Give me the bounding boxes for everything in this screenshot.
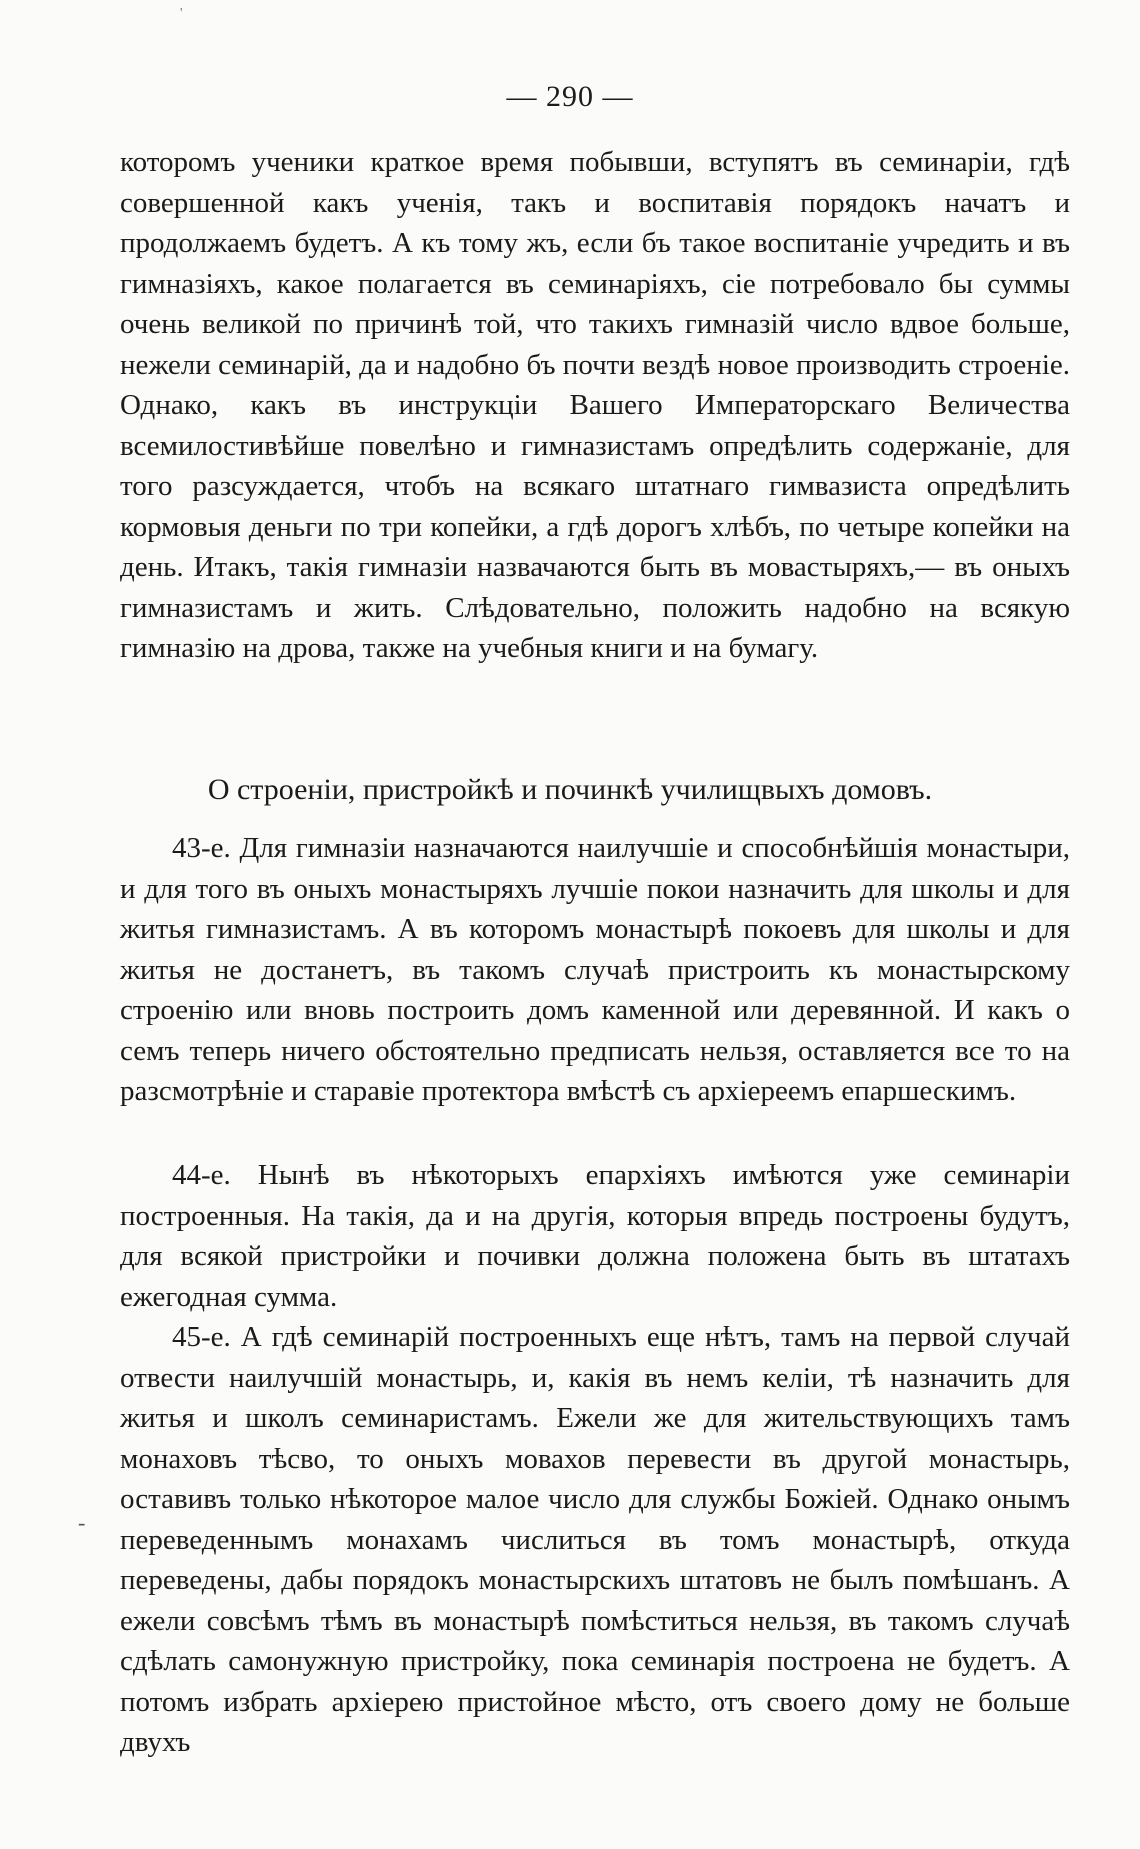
- section-heading: О строеніи, пристройкѣ и починкѣ училищвыхъ домовъ.: [207, 773, 933, 806]
- paragraph-43: [120, 828, 1070, 1112]
- margin-mark: -: [78, 1510, 86, 1535]
- paragraph-43-text: 43-е. Для гимназіи назначаются наилучшіе и способнѣйшія монастыри, и для того въ оныхъ монастыряхъ лучшіе покои назначить для школы и для житья гимназистамъ. А въ которомъ монастырѣ покоевъ для школы и для житья не достанетъ, въ такомъ случаѣ пристроить къ монастырскому строенію или вновь построить домъ каменной или деревянной. И какъ о семъ теперь ничего обстоятельно предписать нельзя, оставляется все то на разсмотрѣніе и старавіе протектора вмѣстѣ съ архіереемъ епаршескимъ.: [120, 832, 1070, 1107]
- paragraph-45: [120, 1317, 1070, 1763]
- paragraph-intro: [120, 142, 1070, 669]
- corner-mark: ': [180, 6, 183, 21]
- paragraph-intro-text: которомъ ученики краткое время побывши, вступятъ въ семинаріи, гдѣ совершенной какъ ученія, такъ и воспитавія порядокъ начатъ и продолжаемъ будетъ. А къ тому жъ, если бъ такое воспитаніе учредить и въ гимназіяхъ, какое полагается въ семинаріяхъ, сіе потребовало бы суммы очень великой по причинѣ той, что такихъ гимназій число вдвое больше, нежели семинарій, да и надобно бъ почти вездѣ новое производить строеніе. Однако, какъ въ инструкціи Вашего Императорскаго Величества всемилостивѣйше повелѣно и гимназистамъ опредѣлить содержаніе, для того разсуждается, чтобъ на всякаго штатнаго гимвазиста опредѣлить кормовыя деньги по три копейки, а гдѣ дорогъ хлѣбъ, по четыре копейки на день. Итакъ, такія гимназіи назвачаются быть въ мовастыряхъ,— въ оныхъ гимназистамъ и жить. Слѣдовательно, положить надобно на всякую гимназію на дрова, также на учебныя книги и на бумагу.: [120, 146, 1070, 664]
- page-number: — 290 —: [506, 80, 634, 113]
- paragraph-44: [120, 1155, 1070, 1317]
- paragraph-45-text: 45-е. А гдѣ семинарій построенныхъ еще нѣтъ, тамъ на первой случай отвести наилучшій монастырь, и, какія въ немъ келіи, тѣ назначить для житья и школъ семинаристамъ. Ежели же для жительствующихъ тамъ монаховъ тѣсво, то оныхъ мовахов перевести въ другой монастырь, оставивъ только нѣкоторое малое число для службы Божіей. Однако онымъ переведеннымъ монахамъ числиться въ томъ монастырѣ, откуда переведены, дабы порядокъ монастырскихъ штатовъ не былъ помѣшанъ. А ежели совсѣмъ тѣмъ въ монастырѣ помѣститься нельзя, въ такомъ случаѣ сдѣлать самонужную пристройку, пока семинарія построена не будетъ. А потомъ избрать архіерею пристойное мѣсто, отъ своего дому не больше двухъ: [120, 1321, 1070, 1758]
- paragraph-44-text: 44-е. Нынѣ въ нѣкоторыхъ епархіяхъ имѣются уже семинаріи построенныя. На такія, да и на другія, которыя впредь построены будутъ, для всякой пристройки и почивки должна положена быть въ штатахъ ежегодная сумма.: [120, 1159, 1070, 1313]
